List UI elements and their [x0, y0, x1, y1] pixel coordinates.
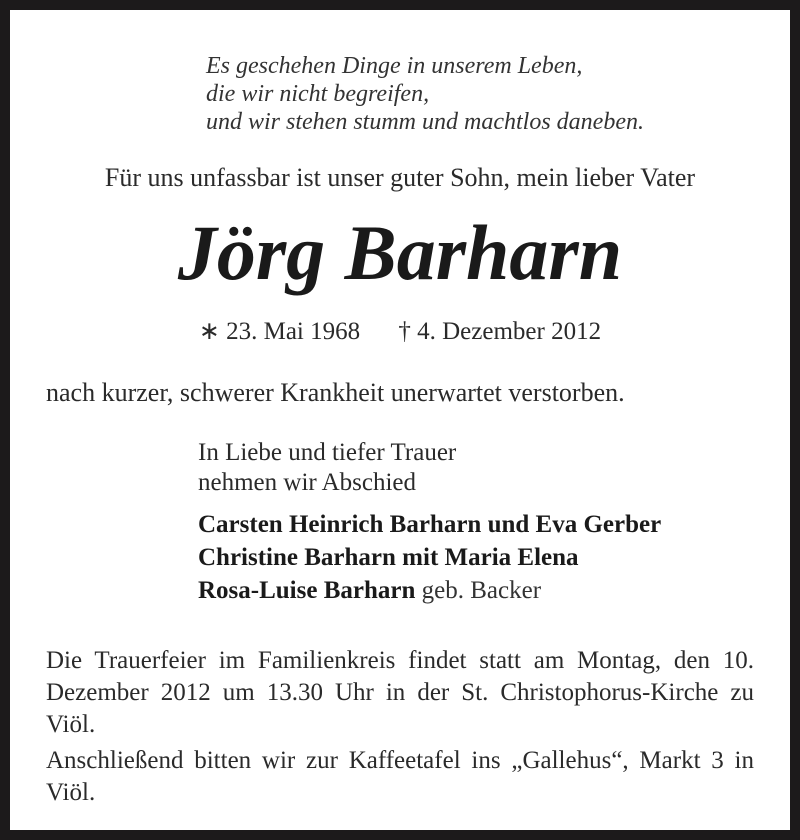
motto-line: Es geschehen Dinge in unserem Leben, — [206, 53, 583, 79]
mourning-text — [198, 438, 456, 498]
motto-quote — [206, 52, 644, 136]
family-member: Rosa-Luise Barharn geb. Backer — [198, 577, 542, 604]
intro-text: Für uns unfassbar ist unser guter Sohn, mein lieber Vater — [104, 163, 696, 192]
reception-paragraph: Anschließend bitten wir zur Kaffeetafel ins „Gallehus“, Markt 3 in Viöl. — [46, 747, 754, 806]
motto-line: die wir nicht begreifen, — [206, 81, 430, 107]
death-date: † 4. Dezember 2012 — [398, 318, 602, 345]
obituary-notice — [10, 10, 790, 830]
service-info — [46, 645, 754, 813]
birth-date: ∗ 23. Mai 1968 — [198, 318, 361, 345]
deceased-name: Jörg Barharn — [177, 209, 623, 296]
service-paragraph: Die Trauerfeier im Familienkreis findet statt am Montag, den 10. Dezember 2012 um 13.30 Uhr in der St. Christophorus-Kirche zu Viöl. — [46, 647, 754, 738]
life-dates — [10, 316, 790, 346]
cause-text: nach kurzer, schwerer Krankheit unerwartet verstorben. — [46, 378, 625, 407]
mourning-line: In Liebe und tiefer Trauer — [198, 439, 457, 466]
motto-line: und wir stehen stumm und machtlos daneben. — [206, 109, 644, 135]
family-member: Christine Barharn mit Maria Elena — [198, 544, 579, 571]
family-member: Carsten Heinrich Barharn und Eva Gerber — [198, 511, 662, 538]
mourning-line: nehmen wir Abschied — [198, 469, 417, 496]
family-list — [198, 508, 661, 607]
